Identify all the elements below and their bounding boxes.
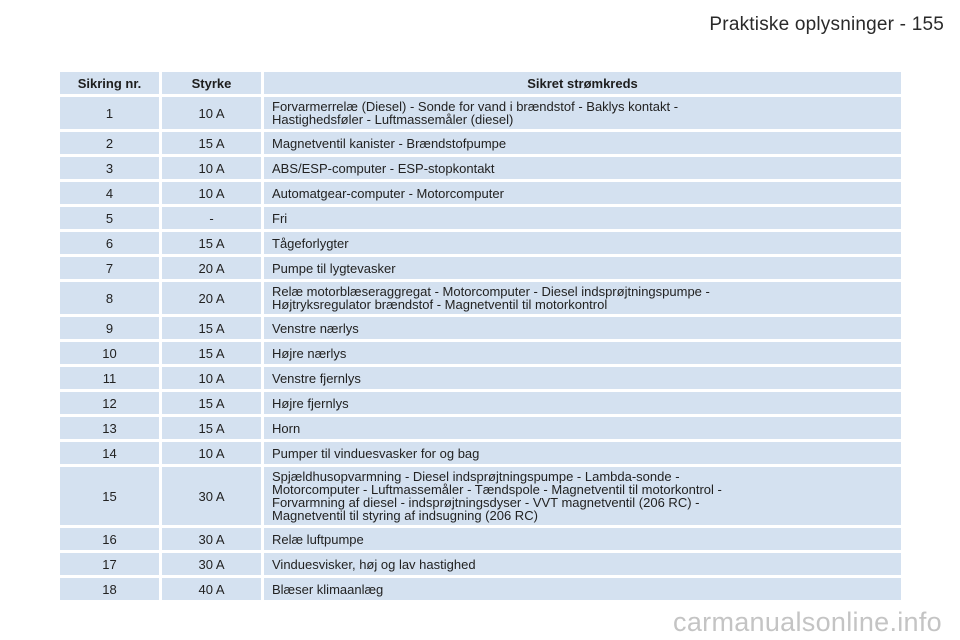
fuse-rating-cell: 20 A: [162, 257, 261, 279]
table-row: [60, 97, 901, 129]
table-row: [60, 257, 901, 279]
fuse-rating-cell: 10 A: [162, 442, 261, 464]
circuit-line: Automatgear-computer - Motorcomputer: [272, 185, 504, 201]
circuit-line: Magnetventil til styring af indsugning (206 RC): [272, 508, 538, 523]
fuse-rating-cell: 40 A: [162, 578, 261, 600]
fuse-number-cell: 9: [60, 317, 159, 339]
circuit-line: Horn: [272, 420, 301, 436]
table-row: [60, 578, 901, 600]
fuse-circuit-cell: [264, 232, 901, 254]
table-row: [60, 157, 901, 179]
header-circuit: Sikret strømkreds: [264, 72, 901, 94]
fuse-number-cell: 7: [60, 257, 159, 279]
table-row: [60, 417, 901, 439]
fuse-rating-cell: 10 A: [162, 97, 261, 129]
table-row: [60, 553, 901, 575]
table-row: [60, 342, 901, 364]
circuit-line: Motorcomputer - Luftmassemåler - Tændspole - Magnetventil til motorkontrol -: [272, 482, 722, 497]
fuse-rating-cell: 20 A: [162, 282, 261, 314]
fuse-rating-cell: 30 A: [162, 467, 261, 525]
table-row: [60, 232, 901, 254]
fuse-number-cell: 17: [60, 553, 159, 575]
fuse-circuit-cell: [264, 132, 901, 154]
fuse-number-cell: 16: [60, 528, 159, 550]
circuit-line: Vinduesvisker, høj og lav hastighed: [272, 556, 476, 572]
fuse-circuit-cell: [264, 157, 901, 179]
fuse-number-cell: 5: [60, 207, 159, 229]
fuse-number-cell: 13: [60, 417, 159, 439]
fuse-circuit-cell: [264, 182, 901, 204]
fuse-circuit-cell: [264, 97, 901, 129]
fuse-circuit-cell: [264, 442, 901, 464]
page-header: Praktiske oplysninger - 155: [709, 14, 944, 35]
table-row: [60, 132, 901, 154]
fuse-rating-cell: 15 A: [162, 417, 261, 439]
circuit-line: Pumper til vinduesvasker for og bag: [272, 445, 480, 461]
fuse-table: [57, 69, 904, 603]
fuse-rating-cell: 30 A: [162, 528, 261, 550]
table-row: [60, 392, 901, 414]
circuit-line: Hastighedsføler - Luftmassemåler (diesel): [272, 112, 514, 127]
circuit-line: ABS/ESP-computer - ESP-stopkontakt: [272, 160, 495, 176]
watermark: carmanualsonline.info: [673, 607, 942, 637]
fuse-number-cell: 4: [60, 182, 159, 204]
fuse-circuit-cell: [264, 528, 901, 550]
fuse-number-cell: 1: [60, 97, 159, 129]
fuse-circuit-cell: [264, 367, 901, 389]
fuse-number-cell: 15: [60, 467, 159, 525]
table-row: [60, 317, 901, 339]
fuse-circuit-cell: [264, 317, 901, 339]
fuse-rating-cell: 15 A: [162, 317, 261, 339]
fuse-circuit-cell: [264, 207, 901, 229]
fuse-number-cell: 6: [60, 232, 159, 254]
fuse-circuit-cell: [264, 553, 901, 575]
table-row: [60, 367, 901, 389]
table-row: [60, 467, 901, 525]
table-row: [60, 282, 901, 314]
circuit-line: Tågeforlygter: [272, 235, 349, 251]
fuse-number-cell: 11: [60, 367, 159, 389]
circuit-line: Spjældhusopvarmning - Diesel indsprøjtningspumpe - Lambda-sonde -: [272, 469, 680, 484]
header-fuse-number: Sikring nr.: [60, 72, 159, 94]
fuse-rating-cell: 10 A: [162, 367, 261, 389]
fuse-rating-cell: 15 A: [162, 392, 261, 414]
table-row: [60, 182, 901, 204]
fuse-circuit-cell: [264, 467, 901, 525]
table-row: [60, 207, 901, 229]
circuit-line: Magnetventil kanister - Brændstofpumpe: [272, 135, 507, 151]
circuit-line: Højre fjernlys: [272, 395, 349, 411]
fuse-number-cell: 2: [60, 132, 159, 154]
circuit-line: Blæser klimaanlæg: [272, 581, 384, 597]
fuse-number-cell: 14: [60, 442, 159, 464]
fuse-rating-cell: 15 A: [162, 232, 261, 254]
circuit-line: Forvarmning af diesel - indsprøjtningsdyser - VVT magnetventil (206 RC) -: [272, 495, 700, 510]
fuse-circuit-cell: [264, 282, 901, 314]
circuit-line: Forvarmerrelæ (Diesel) - Sonde for vand i brændstof - Baklys kontakt -: [272, 99, 679, 114]
fuse-number-cell: 8: [60, 282, 159, 314]
table-header-row: [60, 72, 901, 94]
fuse-rating-cell: 10 A: [162, 157, 261, 179]
circuit-line: Højre nærlys: [272, 345, 347, 361]
fuse-rating-cell: 15 A: [162, 132, 261, 154]
fuse-rating-cell: 30 A: [162, 553, 261, 575]
table-row: [60, 442, 901, 464]
circuit-line: Relæ luftpumpe: [272, 531, 364, 547]
fuse-rating-cell: -: [162, 207, 261, 229]
fuse-circuit-cell: [264, 257, 901, 279]
fuse-circuit-cell: [264, 578, 901, 600]
table-body: [60, 97, 901, 600]
fuse-rating-cell: 15 A: [162, 342, 261, 364]
circuit-line: Relæ motorblæseraggregat - Motorcomputer - Diesel indsprøjtningspumpe -: [272, 284, 710, 299]
circuit-line: Venstre fjernlys: [272, 370, 361, 386]
fuse-circuit-cell: [264, 392, 901, 414]
fuse-number-cell: 18: [60, 578, 159, 600]
circuit-line: Højtryksregulator brændstof - Magnetventil til motorkontrol: [272, 297, 608, 312]
fuse-rating-cell: 10 A: [162, 182, 261, 204]
fuse-circuit-cell: [264, 342, 901, 364]
circuit-line: Pumpe til lygtevasker: [272, 260, 396, 276]
fuse-circuit-cell: [264, 417, 901, 439]
table-row: [60, 528, 901, 550]
circuit-line: Venstre nærlys: [272, 320, 359, 336]
fuse-number-cell: 12: [60, 392, 159, 414]
circuit-line: Fri: [272, 210, 288, 226]
fuse-number-cell: 10: [60, 342, 159, 364]
fuse-number-cell: 3: [60, 157, 159, 179]
header-rating: Styrke: [162, 72, 261, 94]
